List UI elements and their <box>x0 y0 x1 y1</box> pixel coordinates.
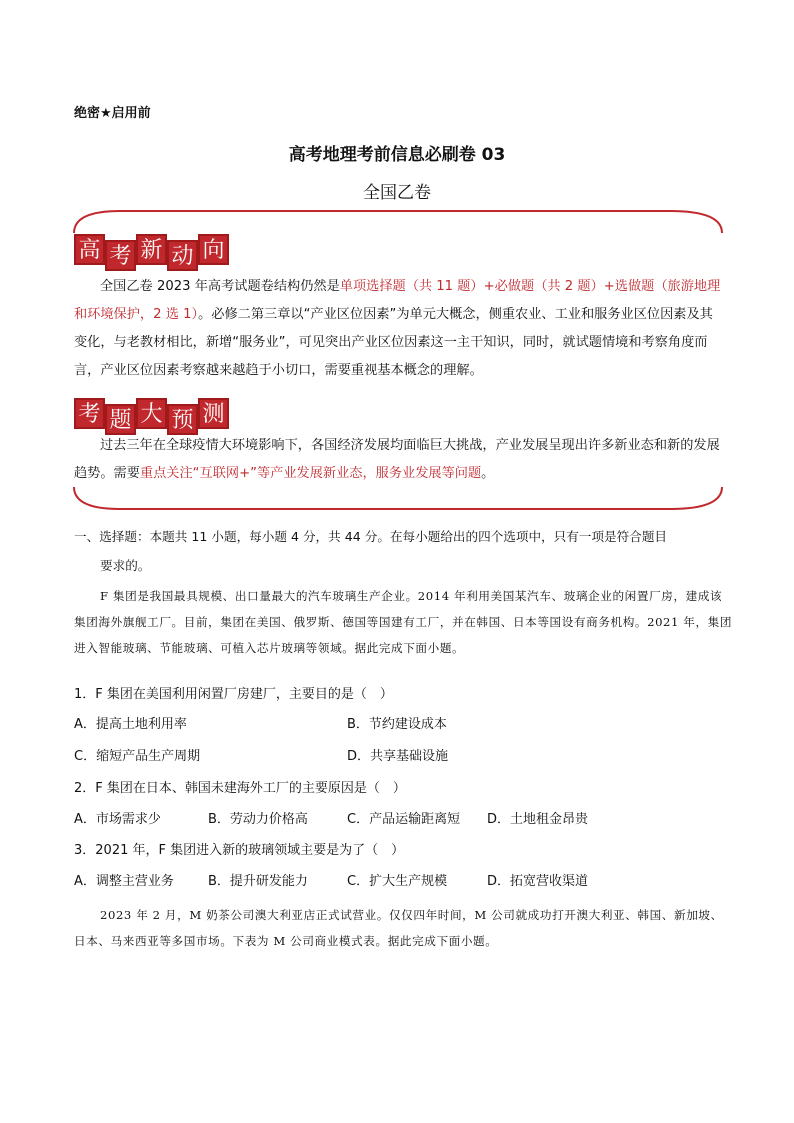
section-badge-trends <box>74 234 229 271</box>
trends-paragraph <box>74 273 724 385</box>
text-span: 。 <box>481 466 495 481</box>
question-1: 1．F 集团在美国利用闲置厂房建厂，主要目的是（ ） <box>74 687 393 702</box>
q2-option-d[interactable]: D．土地租金昂贵 <box>487 812 589 827</box>
q2-option-b[interactable]: B．劳动力价格高 <box>208 812 308 827</box>
text-span: 全国乙卷 2023 年高考试题卷结构仍然是 <box>100 279 340 294</box>
q2-option-a[interactable]: A．市场需求少 <box>74 812 161 827</box>
page-subtitle: 全国乙卷 <box>363 183 431 203</box>
q3-option-d[interactable]: D．拓宽营收渠道 <box>487 874 589 889</box>
badge-char: 新 <box>136 234 167 265</box>
q3-option-b[interactable]: B．提升研发能力 <box>208 874 308 889</box>
badge-char: 考 <box>74 398 105 429</box>
q3-option-a[interactable]: A．调整主营业务 <box>74 874 174 889</box>
material-passage-1: F 集团是我国最具规模、出口量最大的汽车玻璃生产企业。2014 年利用美国某汽车、玻璃企业的闲置厂房，建成该集团海外旗舰工厂。目前，集团在美国、俄罗斯、德国等国建有工厂，并在韩国、日本等国设有商务机构。2021 年，集团进入智能玻璃、节能玻璃、可植入芯片玻璃等领域。据此完成下面小题。 <box>74 589 733 655</box>
q1-option-b[interactable]: B．节约建设成本 <box>347 717 447 732</box>
badge-char: 测 <box>198 398 229 429</box>
forecast-paragraph <box>74 432 724 488</box>
badge-char: 高 <box>74 234 105 265</box>
badge-char: 向 <box>198 234 229 265</box>
badge-char: 动 <box>167 240 198 271</box>
confidential-label: 绝密★启用前 <box>74 106 151 121</box>
question-2: 2．F 集团在日本、韩国未建海外工厂的主要原因是（ ） <box>74 781 406 796</box>
question-3: 3．2021 年，F 集团进入新的玻璃领域主要是为了（ ） <box>74 843 405 858</box>
badge-char: 题 <box>105 404 136 435</box>
badge-char: 大 <box>136 398 167 429</box>
q2-option-c[interactable]: C．产品运输距离短 <box>347 812 461 827</box>
q3-option-c[interactable]: C．扩大生产规模 <box>347 874 448 889</box>
highlight-text: 重点关注“互联网+”等产业发展新业态，服务业发展等问题 <box>139 466 482 481</box>
q1-option-a[interactable]: A．提高土地利用率 <box>74 717 187 732</box>
material-passage-2: 2023 年 2 月，M 奶茶公司澳大利亚店正式试营业。仅仅四年时间，M 公司就成功打开澳大利亚、韩国、新加坡、日本、马来西亚等多国市场。下表为 M 公司商业模式表。据此完成下面小题。 <box>74 908 723 948</box>
instruction-line: 要求的。 <box>100 558 151 573</box>
text-span: 过去三年在全球疫情大环境影响下，各国经济发展均面临巨大挑战，产业发展呈现出许多新业态和新的发展趋势。需要 <box>74 438 720 481</box>
highlight-text: 单项选择题（共 11 题）+必做题（共 2 题）+选做题（旅游地理和环境保护，2 选 1） <box>74 279 721 322</box>
section-instruction <box>74 522 734 580</box>
q1-option-c[interactable]: C．缩短产品生产周期 <box>74 749 201 764</box>
text-span: 。必修二第三章以“产业区位因素”为单元大概念，侧重农业、工业和服务业区位因素及其变化，与老教材相比，新增“服务业”，可见突出产业区位因素这一主干知识，同时，就试题情境和考察角度而言，产业区位因素考察越来越趋于小切口，需要重视基本概念的理解。 <box>74 307 713 378</box>
q1-option-d[interactable]: D．共享基础设施 <box>347 749 449 764</box>
badge-char: 预 <box>167 404 198 435</box>
section-badge-forecast <box>74 398 229 435</box>
instruction-line: 一、选择题：本题共 11 小题，每小题 4 分，共 44 分。在每小题给出的四个选项中，只有一项是符合题目 <box>74 529 668 544</box>
badge-char: 考 <box>105 240 136 271</box>
page-title: 高考地理考前信息必刷卷 03 <box>288 145 506 165</box>
